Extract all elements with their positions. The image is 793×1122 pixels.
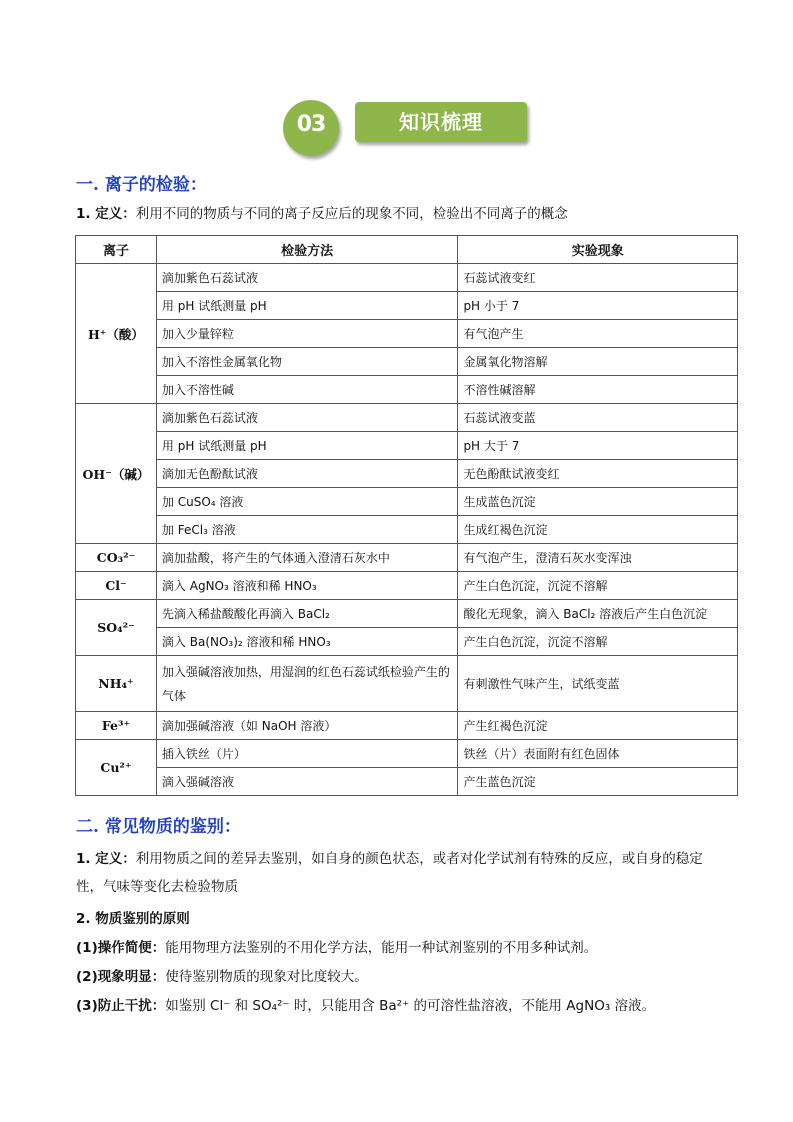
method-cell: 滴加强碱溶液（如 NaOH 溶液） bbox=[156, 712, 458, 740]
method-cell: 先滴入稀盐酸酸化再滴入 BaCl₂ bbox=[156, 600, 458, 628]
method-cell: 插入铁丝（片） bbox=[156, 740, 458, 768]
header-method: 检验方法 bbox=[156, 236, 458, 264]
phenomenon-cell: 金属氧化物溶解 bbox=[458, 348, 738, 376]
principle-item-text: 如鉴别 Cl⁻ 和 SO₄²⁻ 时，只能用含 Ba²⁺ 的可溶性盐溶液，不能用 AgNO₃ 溶液。 bbox=[165, 998, 656, 1014]
method-cell: 滴加盐酸，将产生的气体通入澄清石灰水中 bbox=[156, 544, 458, 572]
phenomenon-cell: 石蕊试液变蓝 bbox=[458, 404, 738, 432]
section2-definition bbox=[76, 845, 726, 901]
ion-cell: H⁺（酸） bbox=[76, 264, 157, 404]
method-cell: 加 FeCl₃ 溶液 bbox=[156, 516, 458, 544]
method-cell: 用 pH 试纸测量 pH bbox=[156, 292, 458, 320]
table-row bbox=[76, 376, 738, 404]
phenomenon-cell: 产生白色沉淀，沉淀不溶解 bbox=[458, 572, 738, 600]
method-cell: 加入不溶性金属氧化物 bbox=[156, 348, 458, 376]
ion-cell: Cl⁻ bbox=[76, 572, 157, 600]
table-row bbox=[76, 768, 738, 796]
principle-item-text: 能用物理方法鉴别的不用化学方法，能用一种试剂鉴别的不用多种试剂。 bbox=[165, 940, 598, 956]
table-row bbox=[76, 740, 738, 768]
ion-cell: OH⁻（碱） bbox=[76, 404, 157, 544]
section1-definition-label: 1. 定义： bbox=[76, 206, 136, 222]
method-cell: 加入少量锌粒 bbox=[156, 320, 458, 348]
section1-title: 一. 离子的检验： bbox=[76, 175, 207, 195]
phenomenon-cell: 酸化无现象，滴入 BaCl₂ 溶液后产生白色沉淀 bbox=[458, 600, 738, 628]
table-row bbox=[76, 404, 738, 432]
phenomenon-cell: 产生白色沉淀，沉淀不溶解 bbox=[458, 628, 738, 656]
method-cell: 滴加无色酚酞试液 bbox=[156, 460, 458, 488]
section1-definition-text: 利用不同的物质与不同的离子反应后的现象不同，检验出不同离子的概念 bbox=[135, 206, 568, 222]
table-row bbox=[76, 544, 738, 572]
principle-item-label: (1)操作简便： bbox=[76, 940, 166, 956]
phenomenon-cell: 不溶性碱溶解 bbox=[458, 376, 738, 404]
phenomenon-cell: 有气泡产生 bbox=[458, 320, 738, 348]
principle-title bbox=[76, 905, 726, 933]
table-row bbox=[76, 264, 738, 292]
principle-item-1 bbox=[76, 934, 726, 962]
table-row bbox=[76, 432, 738, 460]
phenomenon-cell: 生成蓝色沉淀 bbox=[458, 488, 738, 516]
method-cell: 滴入 AgNO₃ 溶液和稀 HNO₃ bbox=[156, 572, 458, 600]
ion-cell: Cu²⁺ bbox=[76, 740, 157, 796]
phenomenon-cell: 产生红褐色沉淀 bbox=[458, 712, 738, 740]
table-row bbox=[76, 460, 738, 488]
table-row bbox=[76, 572, 738, 600]
method-cell: 用 pH 试纸测量 pH bbox=[156, 432, 458, 460]
section1-definition bbox=[76, 200, 726, 228]
phenomenon-cell: 有气泡产生，澄清石灰水变浑浊 bbox=[458, 544, 738, 572]
phenomenon-cell: 铁丝（片）表面附有红色固体 bbox=[458, 740, 738, 768]
principle-item-3 bbox=[76, 992, 726, 1020]
method-cell: 滴加紫色石蕊试液 bbox=[156, 404, 458, 432]
badge-label: 知识梳理 bbox=[355, 102, 527, 142]
table-row bbox=[76, 516, 738, 544]
table-row bbox=[76, 292, 738, 320]
section2-definition-label: 1. 定义： bbox=[76, 851, 136, 867]
principle-item-label: (2)现象明显： bbox=[76, 969, 166, 985]
principle-item-label: (3)防止干扰： bbox=[76, 998, 166, 1014]
ion-cell: CO₃²⁻ bbox=[76, 544, 157, 572]
principle-item-2 bbox=[76, 963, 726, 991]
method-cell: 滴加紫色石蕊试液 bbox=[156, 264, 458, 292]
phenomenon-cell: 无色酚酞试液变红 bbox=[458, 460, 738, 488]
table-row bbox=[76, 600, 738, 628]
header-phenomenon: 实验现象 bbox=[458, 236, 738, 264]
ion-cell: Fe³⁺ bbox=[76, 712, 157, 740]
table-row bbox=[76, 348, 738, 376]
badge-number: 03 bbox=[296, 112, 326, 137]
phenomenon-cell: 生成红褐色沉淀 bbox=[458, 516, 738, 544]
method-cell: 滴入强碱溶液 bbox=[156, 768, 458, 796]
method-cell: 滴入 Ba(NO₃)₂ 溶液和稀 HNO₃ bbox=[156, 628, 458, 656]
method-cell: 加 CuSO₄ 溶液 bbox=[156, 488, 458, 516]
phenomenon-cell: pH 小于 7 bbox=[458, 292, 738, 320]
ion-cell: NH₄⁺ bbox=[76, 656, 157, 712]
header-ion: 离子 bbox=[76, 236, 157, 264]
table-row bbox=[76, 628, 738, 656]
ion-test-table bbox=[75, 235, 738, 796]
principle-title-text: 2. 物质鉴别的原则 bbox=[76, 911, 190, 927]
phenomenon-cell: 石蕊试液变红 bbox=[458, 264, 738, 292]
table-row bbox=[76, 320, 738, 348]
table-header-row bbox=[76, 236, 738, 264]
table-row bbox=[76, 488, 738, 516]
principle-item-text: 使待鉴别物质的现象对比度较大。 bbox=[165, 969, 368, 985]
ion-cell: SO₄²⁻ bbox=[76, 600, 157, 656]
section2-definition-text: 利用物质之间的差异去鉴别，如自身的颜色状态，或者对化学试剂有特殊的反应，或自身的稳定性，气味等变化去检验物质 bbox=[76, 851, 703, 895]
phenomenon-cell: 有刺激性气味产生，试纸变蓝 bbox=[458, 656, 738, 712]
table-row bbox=[76, 656, 738, 712]
phenomenon-cell: pH 大于 7 bbox=[458, 432, 738, 460]
method-cell: 加入强碱溶液加热，用湿润的红色石蕊试纸检验产生的气体 bbox=[156, 656, 458, 712]
method-cell: 加入不溶性碱 bbox=[156, 376, 458, 404]
phenomenon-cell: 产生蓝色沉淀 bbox=[458, 768, 738, 796]
table-row bbox=[76, 712, 738, 740]
section-badge bbox=[283, 98, 533, 158]
section2-title: 二. 常见物质的鉴别： bbox=[76, 817, 241, 837]
